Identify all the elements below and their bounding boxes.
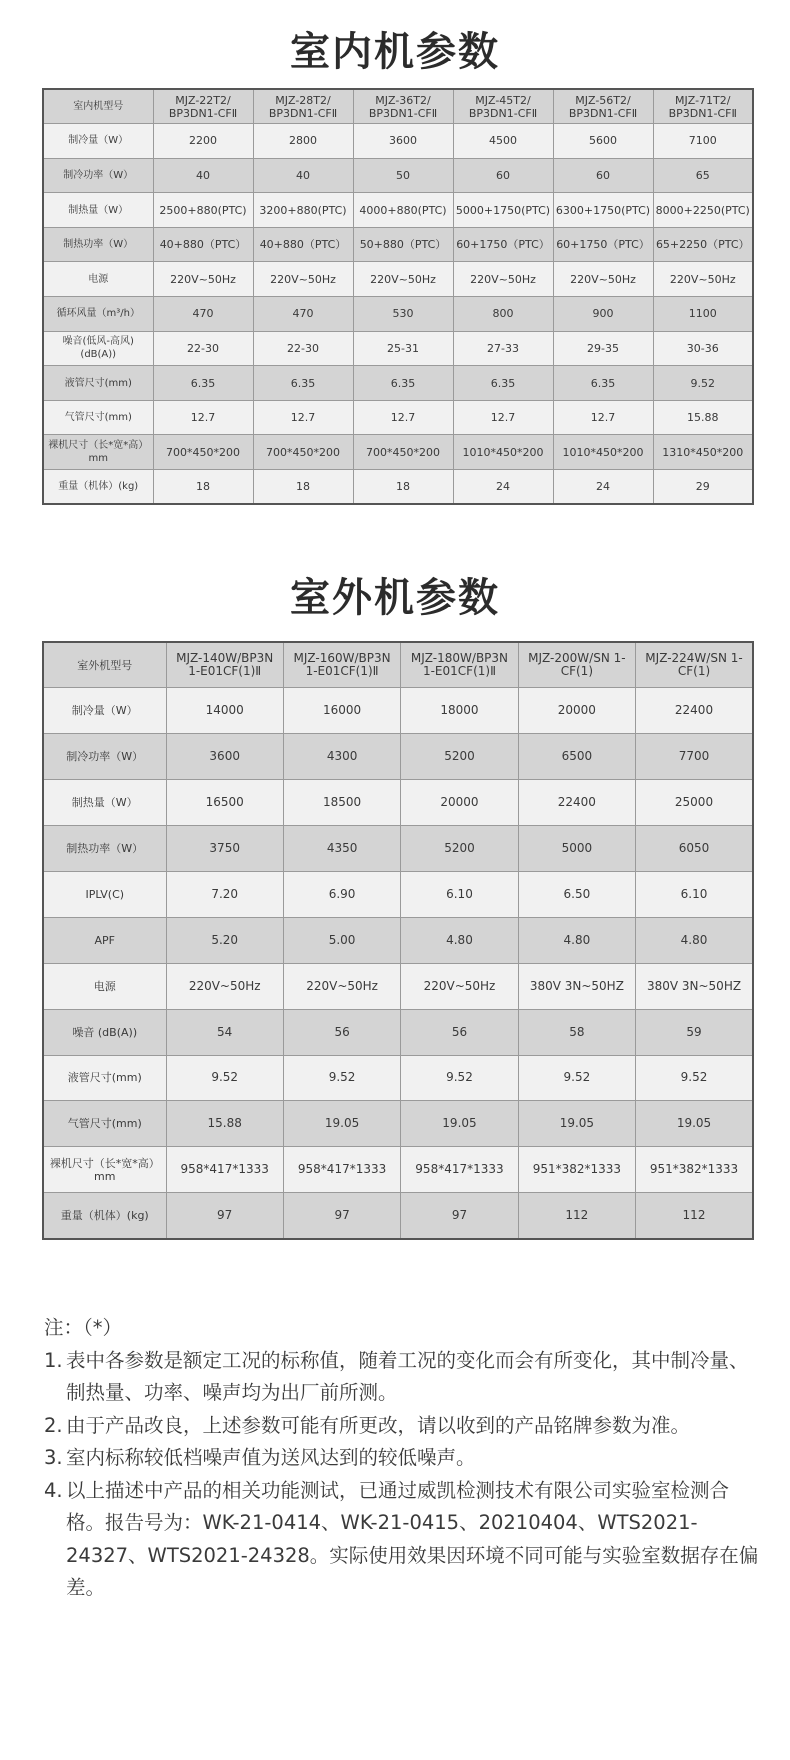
value-cell: 6.35 <box>353 366 453 401</box>
value-cell: 20000 <box>518 688 635 734</box>
table-row <box>43 1009 753 1055</box>
note-text: 表中各参数是额定工况的标称值，随着工况的变化而会有所变化，其中制冷量、制热量、功率、噪声均为出厂前所测。 <box>66 1348 749 1404</box>
value-cell: 220V~50Hz <box>153 262 253 297</box>
value-cell: 65+2250（PTC） <box>653 227 753 262</box>
parameter-label-cell: 重量（机体）(kg) <box>43 470 153 505</box>
model-name-cell: MJZ-56T2/ BP3DN1-CFⅡ <box>553 89 653 124</box>
parameter-label-cell: 电源 <box>43 963 166 1009</box>
indoor-section-title: 室内机参数 <box>290 29 500 75</box>
value-cell: 12.7 <box>553 400 653 435</box>
value-cell: 9.52 <box>636 1055 753 1101</box>
model-name-cell: MJZ-71T2/ BP3DN1-CFⅡ <box>653 89 753 124</box>
value-cell: 30-36 <box>653 331 753 366</box>
value-cell: 19.05 <box>518 1101 635 1147</box>
value-cell: 7100 <box>653 124 753 159</box>
model-name-cell: MJZ-224W/SN 1-CF(1) <box>636 642 753 688</box>
value-cell: 5000+1750(PTC) <box>453 193 553 228</box>
table-row <box>43 366 753 401</box>
value-cell: 5.00 <box>283 917 400 963</box>
value-cell: 19.05 <box>636 1101 753 1147</box>
value-cell: 40+880（PTC） <box>153 227 253 262</box>
value-cell: 700*450*200 <box>353 435 453 470</box>
model-name-cell: MJZ-180W/BP3N 1-E01CF(1)Ⅱ <box>401 642 518 688</box>
value-cell: 15.88 <box>166 1101 283 1147</box>
model-name-cell: MJZ-200W/SN 1-CF(1) <box>518 642 635 688</box>
value-cell: 9.52 <box>283 1055 400 1101</box>
note-number: 4. <box>44 1478 63 1502</box>
value-cell: 18 <box>353 470 453 505</box>
table-row <box>43 1101 753 1147</box>
outdoor-spec-table <box>42 641 754 1240</box>
value-cell: 470 <box>253 297 353 332</box>
value-cell: 22400 <box>636 688 753 734</box>
value-cell: 220V~50Hz <box>166 963 283 1009</box>
value-cell: 6.35 <box>253 366 353 401</box>
value-cell: 12.7 <box>453 400 553 435</box>
parameter-label-cell: 电源 <box>43 262 153 297</box>
value-cell: 24 <box>453 470 553 505</box>
value-cell: 25-31 <box>353 331 453 366</box>
table-row <box>43 688 753 734</box>
value-cell: 58 <box>518 1009 635 1055</box>
value-cell: 958*417*1333 <box>166 1147 283 1193</box>
value-cell: 29-35 <box>553 331 653 366</box>
note-number: 2. <box>44 1413 63 1437</box>
value-cell: 9.52 <box>518 1055 635 1101</box>
value-cell: 6.35 <box>553 366 653 401</box>
model-name-cell: MJZ-28T2/ BP3DN1-CFⅡ <box>253 89 353 124</box>
value-cell: 2500+880(PTC) <box>153 193 253 228</box>
table-header-row <box>43 642 753 688</box>
note-number: 1. <box>44 1348 63 1372</box>
value-cell: 6.35 <box>153 366 253 401</box>
table-row <box>43 1055 753 1101</box>
value-cell: 60 <box>453 158 553 193</box>
note-number: 3. <box>44 1446 63 1469</box>
value-cell: 958*417*1333 <box>401 1147 518 1193</box>
parameter-label-cell: 重量（机体）(kg) <box>43 1193 166 1239</box>
value-cell: 60+1750（PTC） <box>553 227 653 262</box>
value-cell: 40+880（PTC） <box>253 227 353 262</box>
value-cell: 50+880（PTC） <box>353 227 453 262</box>
value-cell: 18000 <box>401 688 518 734</box>
table-row <box>43 400 753 435</box>
note-text: 以上描述中产品的相关功能测试，已通过威凯检测技术有限公司实验室检测合格。报告号为：WK-21-0414、WK-21-0415、20210404、WTS2021-24327、WTS2021-24328。实际使用效果因环境不同可能与实验室数据存在偏差。 <box>66 1478 759 1599</box>
value-cell: 5.20 <box>166 917 283 963</box>
value-cell: 60 <box>553 158 653 193</box>
value-cell: 54 <box>166 1009 283 1055</box>
value-cell: 19.05 <box>283 1101 400 1147</box>
value-cell: 6.10 <box>636 871 753 917</box>
value-cell: 4500 <box>453 124 553 159</box>
value-cell: 6.35 <box>453 366 553 401</box>
table-row <box>43 871 753 917</box>
parameter-label-cell: IPLV(C) <box>43 871 166 917</box>
parameter-label-cell: 裸机尺寸（长*宽*高） mm <box>43 1147 166 1193</box>
value-cell: 9.52 <box>166 1055 283 1101</box>
table-row <box>43 963 753 1009</box>
outdoor-section-title: 室外机参数 <box>290 575 500 621</box>
value-cell: 20000 <box>401 780 518 826</box>
value-cell: 6300+1750(PTC) <box>553 193 653 228</box>
parameter-label-cell: 制热量（W） <box>43 780 166 826</box>
parameter-label-cell: 制热功率（W） <box>43 227 153 262</box>
value-cell: 5600 <box>553 124 653 159</box>
parameter-label-cell: 制热功率（W） <box>43 826 166 872</box>
table-row <box>43 780 753 826</box>
value-cell: 112 <box>518 1193 635 1239</box>
value-cell: 59 <box>636 1009 753 1055</box>
value-cell: 951*382*1333 <box>518 1147 635 1193</box>
model-label-cell: 室内机型号 <box>43 89 153 124</box>
value-cell: 5200 <box>401 826 518 872</box>
table-row <box>43 124 753 159</box>
value-cell: 40 <box>253 158 353 193</box>
value-cell: 470 <box>153 297 253 332</box>
model-name-cell: MJZ-36T2/ BP3DN1-CFⅡ <box>353 89 453 124</box>
model-name-cell: MJZ-22T2/ BP3DN1-CFⅡ <box>153 89 253 124</box>
table-row <box>43 1147 753 1193</box>
value-cell: 22400 <box>518 780 635 826</box>
parameter-label-cell: 液管尺寸(mm) <box>43 1055 166 1101</box>
value-cell: 56 <box>401 1009 518 1055</box>
value-cell: 50 <box>353 158 453 193</box>
value-cell: 97 <box>401 1193 518 1239</box>
model-name-cell: MJZ-160W/BP3N 1-E01CF(1)Ⅱ <box>283 642 400 688</box>
table-row <box>43 435 753 470</box>
value-cell: 6.10 <box>401 871 518 917</box>
note-item <box>44 1410 762 1443</box>
indoor-spec-table <box>42 88 754 505</box>
table-row <box>43 331 753 366</box>
value-cell: 1100 <box>653 297 753 332</box>
value-cell: 19.05 <box>401 1101 518 1147</box>
value-cell: 4000+880(PTC) <box>353 193 453 228</box>
table-header-row <box>43 89 753 124</box>
parameter-label-cell: 裸机尺寸（长*宽*高） mm <box>43 435 153 470</box>
value-cell: 112 <box>636 1193 753 1239</box>
value-cell: 2800 <box>253 124 353 159</box>
value-cell: 7700 <box>636 734 753 780</box>
value-cell: 900 <box>553 297 653 332</box>
table-row <box>43 917 753 963</box>
value-cell: 4300 <box>283 734 400 780</box>
parameter-label-cell: 噪音 (dB(A)) <box>43 1009 166 1055</box>
value-cell: 2200 <box>153 124 253 159</box>
value-cell: 24 <box>553 470 653 505</box>
parameter-label-cell: 气管尺寸(mm) <box>43 1101 166 1147</box>
value-cell: 18 <box>253 470 353 505</box>
value-cell: 1010*450*200 <box>453 435 553 470</box>
value-cell: 951*382*1333 <box>636 1147 753 1193</box>
table-row <box>43 158 753 193</box>
value-cell: 6500 <box>518 734 635 780</box>
parameter-label-cell: 噪音(低风-高风) (dB(A)) <box>43 331 153 366</box>
value-cell: 220V~50Hz <box>553 262 653 297</box>
table-row <box>43 193 753 228</box>
value-cell: 530 <box>353 297 453 332</box>
model-name-cell: MJZ-45T2/ BP3DN1-CFⅡ <box>453 89 553 124</box>
table-row <box>43 826 753 872</box>
value-cell: 6.50 <box>518 871 635 917</box>
value-cell: 4.80 <box>518 917 635 963</box>
table-row <box>43 297 753 332</box>
value-cell: 97 <box>283 1193 400 1239</box>
value-cell: 220V~50Hz <box>353 262 453 297</box>
value-cell: 22-30 <box>153 331 253 366</box>
value-cell: 380V 3N~50HZ <box>636 963 753 1009</box>
value-cell: 220V~50Hz <box>283 963 400 1009</box>
table-row <box>43 1193 753 1239</box>
value-cell: 3200+880(PTC) <box>253 193 353 228</box>
value-cell: 18500 <box>283 780 400 826</box>
value-cell: 4.80 <box>636 917 753 963</box>
value-cell: 380V 3N~50HZ <box>518 963 635 1009</box>
value-cell: 3750 <box>166 826 283 872</box>
parameter-label-cell: 制冷功率（W） <box>43 158 153 193</box>
value-cell: 700*450*200 <box>253 435 353 470</box>
parameter-label-cell: 循环风量（m³/h） <box>43 297 153 332</box>
value-cell: 27-33 <box>453 331 553 366</box>
value-cell: 1010*450*200 <box>553 435 653 470</box>
table-row <box>43 227 753 262</box>
parameter-label-cell: APF <box>43 917 166 963</box>
value-cell: 220V~50Hz <box>253 262 353 297</box>
parameter-label-cell: 液管尺寸(mm) <box>43 366 153 401</box>
value-cell: 65 <box>653 158 753 193</box>
value-cell: 1310*450*200 <box>653 435 753 470</box>
parameter-label-cell: 制冷量（W） <box>43 688 166 734</box>
value-cell: 18 <box>153 470 253 505</box>
value-cell: 12.7 <box>353 400 453 435</box>
value-cell: 5000 <box>518 826 635 872</box>
value-cell: 12.7 <box>253 400 353 435</box>
value-cell: 7.20 <box>166 871 283 917</box>
value-cell: 220V~50Hz <box>401 963 518 1009</box>
value-cell: 6050 <box>636 826 753 872</box>
parameter-label-cell: 制冷量（W） <box>43 124 153 159</box>
value-cell: 56 <box>283 1009 400 1055</box>
value-cell: 700*450*200 <box>153 435 253 470</box>
notes-title: 注：（*） <box>44 1316 123 1339</box>
value-cell: 25000 <box>636 780 753 826</box>
note-text: 由于产品改良，上述参数可能有所更改，请以收到的产品铭牌参数为准。 <box>66 1413 691 1437</box>
notes-section <box>44 1312 762 1605</box>
value-cell: 22-30 <box>253 331 353 366</box>
value-cell: 958*417*1333 <box>283 1147 400 1193</box>
value-cell: 9.52 <box>653 366 753 401</box>
value-cell: 16000 <box>283 688 400 734</box>
parameter-label-cell: 气管尺寸(mm) <box>43 400 153 435</box>
value-cell: 5200 <box>401 734 518 780</box>
table-row <box>43 262 753 297</box>
value-cell: 40 <box>153 158 253 193</box>
value-cell: 3600 <box>353 124 453 159</box>
value-cell: 8000+2250(PTC) <box>653 193 753 228</box>
value-cell: 16500 <box>166 780 283 826</box>
value-cell: 15.88 <box>653 400 753 435</box>
value-cell: 800 <box>453 297 553 332</box>
value-cell: 14000 <box>166 688 283 734</box>
value-cell: 9.52 <box>401 1055 518 1101</box>
value-cell: 220V~50Hz <box>653 262 753 297</box>
model-label-cell: 室外机型号 <box>43 642 166 688</box>
value-cell: 97 <box>166 1193 283 1239</box>
value-cell: 220V~50Hz <box>453 262 553 297</box>
parameter-label-cell: 制热量（W） <box>43 193 153 228</box>
value-cell: 12.7 <box>153 400 253 435</box>
value-cell: 4350 <box>283 826 400 872</box>
table-row <box>43 470 753 505</box>
note-item <box>44 1345 762 1410</box>
value-cell: 3600 <box>166 734 283 780</box>
note-item <box>44 1475 762 1605</box>
table-row <box>43 734 753 780</box>
value-cell: 6.90 <box>283 871 400 917</box>
value-cell: 4.80 <box>401 917 518 963</box>
value-cell: 60+1750（PTC） <box>453 227 553 262</box>
note-item <box>44 1442 762 1475</box>
value-cell: 29 <box>653 470 753 505</box>
note-text: 室内标称较低档噪声值为送风达到的较低噪声。 <box>66 1446 476 1469</box>
model-name-cell: MJZ-140W/BP3N 1-E01CF(1)Ⅱ <box>166 642 283 688</box>
parameter-label-cell: 制冷功率（W） <box>43 734 166 780</box>
